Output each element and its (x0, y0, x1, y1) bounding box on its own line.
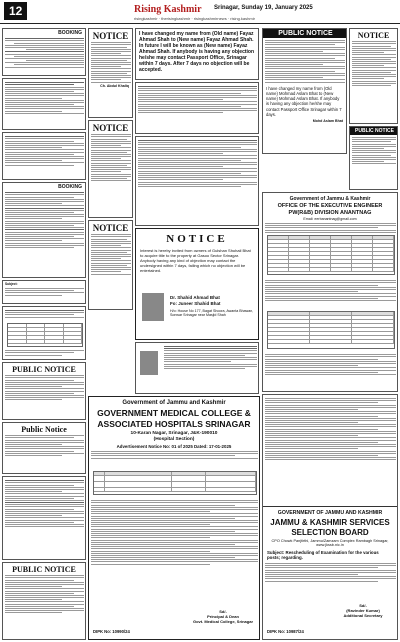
public-notice-left-3 (2, 562, 86, 640)
notice-center-title: NOTICE (166, 233, 228, 245)
public-notice-left-2 (2, 422, 86, 474)
gmc-dipk-ref: DIPK No: 10990/24 (93, 629, 130, 634)
gov-jk-line3: PW(R&B) DIVISION ANANTNAG (288, 210, 372, 216)
name-change-notice (135, 28, 259, 80)
masthead (0, 0, 400, 24)
schedule-table (267, 311, 395, 349)
booking-title: BOOKING (58, 30, 82, 36)
booking-notice-1 (2, 28, 86, 76)
public-notice-far-right-banner: PUBLIC NOTICE (350, 127, 398, 135)
notice-signature: Ch. Abdul Khaliq (100, 83, 129, 88)
urdu-notice-2 (2, 132, 86, 180)
public-notice-title-3: PUBLIC NOTICE (12, 565, 76, 574)
tender-table (267, 235, 395, 275)
gov-jk-line2: OFFICE OF THE EXECUTIVE ENGINEER (277, 203, 383, 209)
gmc-title-1: GOVERNMENT MEDICAL COLLEGE & (97, 408, 251, 418)
gmc-unit: (Hospital Section) (153, 437, 195, 442)
jkssb-dipk-ref: DIPK No: 10987/24 (267, 629, 304, 634)
public-notice-signature: Mohd Aslam Bhat (312, 118, 343, 123)
notice-col2-2 (88, 120, 133, 218)
notice-far-right-title: NOTICE (357, 31, 390, 40)
jkssb-address: CPO Chowk Panjtirthi, Jammu/Zamzam Complex Rambagh Srinagar, www.jkssb.nic.in (271, 539, 389, 547)
gmc-advt-number: Advertisement Notice No: 01 of 2025 Dated: 17-01-2025 (116, 444, 232, 449)
notice-title-3: NOTICE (92, 223, 129, 233)
jkssb-subject: Subject: Rescheduling of Examination for the various posts; regarding. (267, 550, 379, 561)
notice-table (7, 323, 83, 347)
notice-col2-1 (88, 28, 133, 118)
notice-far-right (349, 28, 398, 124)
urdu-notice-3 (2, 476, 86, 560)
social-handles: risingkashmir · therisingkashmir · risingkashmirnews · rising.kashmir (134, 16, 255, 21)
gov-jk-line4: Email: eerbanantnag@gmail.com (303, 217, 357, 221)
paper-name: Rising Kashmir (134, 4, 202, 15)
gmc-address: 10-Karan Nagar, Srinagar, J&K-190010 (130, 431, 218, 436)
public-notice-top-right (262, 28, 347, 154)
dateline: Srinagar, Sunday 19, January 2025 (214, 5, 313, 11)
public-notice-far-right (349, 126, 398, 190)
notice-title-2: NOTICE (92, 123, 129, 133)
gov-jk-tender-notice (262, 192, 398, 392)
urdu-notice-1 (2, 78, 86, 130)
public-notice-title: PUBLIC NOTICE (12, 365, 76, 374)
notice-center-signature: Dr. Shahid Ahmad Bhat Fo: Juneer Shahid Bhat (170, 295, 221, 306)
jkssb-gov-line: GOVERNMENT OF JAMMU AND KASHMIR (277, 510, 383, 516)
public-notice-banner: PUBLIC NOTICE (263, 29, 347, 38)
notice-center-address: H/o: House No 177, Bagat Shoora, Awanta Bhawan, Sonwar Srinagar near Masjid Shah (170, 309, 254, 318)
booking-title-2: BOOKING (58, 184, 82, 190)
public-notice-body: I have changed my name from (Old name) Mohmad Aslam Bhat to (New name) Mohmad Aslam Bhat. If anybody is having any objection he/she may contact Passport Office Srinagar within 7 days. (266, 85, 342, 117)
gmc-gov-line: Government of Jammu and Kashmir (122, 400, 226, 406)
gmc-posts-table (93, 471, 257, 495)
jkssb-signature: Sd/- (Ravinder Kumar) Additional Secretary (343, 603, 383, 618)
jkssb-title-1: JAMMU & KASHMIR SERVICES (270, 518, 390, 527)
notice-title: NOTICE (92, 31, 129, 41)
notice-with-table (2, 306, 86, 360)
gov-jk-line1: Government of Jammu & Kashmir (289, 196, 371, 202)
public-notice-title-2: Public Notice (21, 425, 67, 434)
notice-col2-3 (88, 220, 133, 310)
page-number: 12 (4, 2, 27, 20)
photo-2 (140, 351, 158, 375)
notice-center (135, 228, 259, 340)
jkssb-title-2: SELECTION BOARD (291, 528, 369, 537)
gmc-title-2: ASSOCIATED HOSPITALS SRINAGAR (97, 419, 251, 429)
jkssb-notice (262, 394, 398, 640)
name-change-text: I have changed my name from (Old name) Fayaz Ahmad Shah to (New name) Fayaz Ahmad Shah. In future I will be known as (New name) Fayaz Ahmad Shah. If anybody is having any objection he/she may contact Passport Office, Srinagar within 7 days. After 7 days no objection will be accepted. (139, 31, 255, 73)
subject-label: Subject: (5, 282, 18, 286)
gmc-signature: Sd/- Principal & Dean Govt. Medical College, Srinagar (192, 609, 253, 624)
public-notice-left-1 (2, 362, 86, 420)
gmc-advertisement (88, 396, 260, 640)
booking-notice-2 (2, 182, 86, 278)
urdu-banner-notice (135, 342, 259, 394)
subject-notice (2, 280, 86, 304)
urdu-subject-box (135, 82, 259, 134)
notice-with-photo (135, 136, 259, 226)
notice-center-body: Interest is hereby invited from owners of Gulshan Shuhail Bhat to acquire title to the property at Gasoo Sector Srinagar. Anybody having any kind of objection may contact the undersigned within 7 days, failing which no objection will be entertained. (140, 248, 251, 273)
person-photo (142, 293, 164, 321)
